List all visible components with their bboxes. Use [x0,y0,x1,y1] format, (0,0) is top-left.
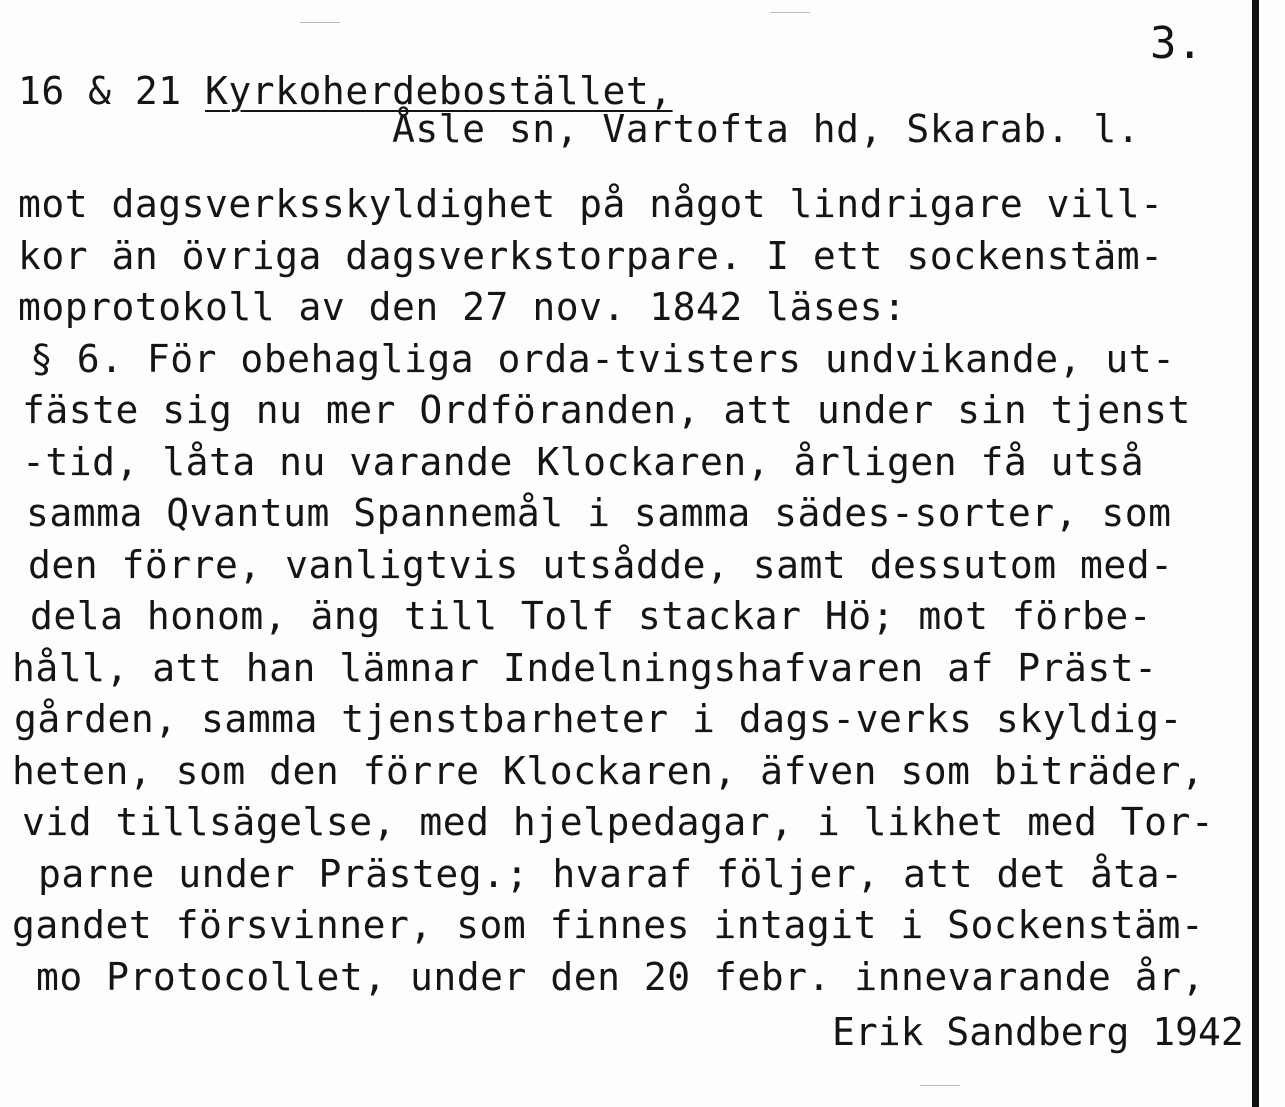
body-line: kor än övriga dagsverkstorpare. I ett sockenstäm- [18,234,1164,278]
scan-speck [920,1085,960,1086]
body-line: vid tillsägelse, med hjelpedagar, i likhet med Tor- [22,800,1215,844]
body-line: den förre, vanligtvis utsådde, samt dessutom med- [28,543,1174,587]
signature: Erik Sandberg 1942 [832,1010,1244,1054]
body-line: moprotokoll av den 27 nov. 1842 läses: [18,285,907,329]
page-number: 3. [1150,18,1203,69]
header-title: Kyrkoherdebostället, [205,69,673,113]
body-line: § 6. För obehagliga orda-tvisters undvikande, ut- [30,337,1176,381]
header-location: Åsle sn, Vartofta hd, Skarab. l. [392,107,1141,151]
body-line: fäste sig nu mer Ordföranden, att under sin tjenst [22,388,1191,432]
page-edge-rule [1252,0,1259,1107]
body-line: samma Qvantum Spannemål i samma sädes-sorter, som [26,491,1172,535]
body-line: mot dagsverksskyldighet på något lindrigare vill- [18,182,1164,226]
body-line: dela honom, äng till Tolf stackar Hö; mot förbe- [30,594,1153,638]
body-line: heten, som den förre Klockaren, äfven som biträder, [12,749,1205,793]
body-line: gandet försvinner, som finnes intagit i Sockenstäm- [12,903,1205,947]
scan-speck [770,12,810,13]
body-line: parne under Prästeg.; hvaraf följer, att det åta- [38,852,1184,896]
body-line: mo Protocollet, under den 20 febr. innevarande år, [36,955,1205,999]
body-line: håll, att han lämnar Indelningshafvaren af Präst- [12,646,1158,690]
body-line: gården, samma tjenstbarheter i dags-verks skyldig- [14,697,1183,741]
scan-speck [300,22,340,23]
body-line: -tid, låta nu varande Klockaren, årligen få utså [22,440,1145,484]
header-line [18,69,673,113]
header-ref: 16 & 21 [18,69,182,113]
